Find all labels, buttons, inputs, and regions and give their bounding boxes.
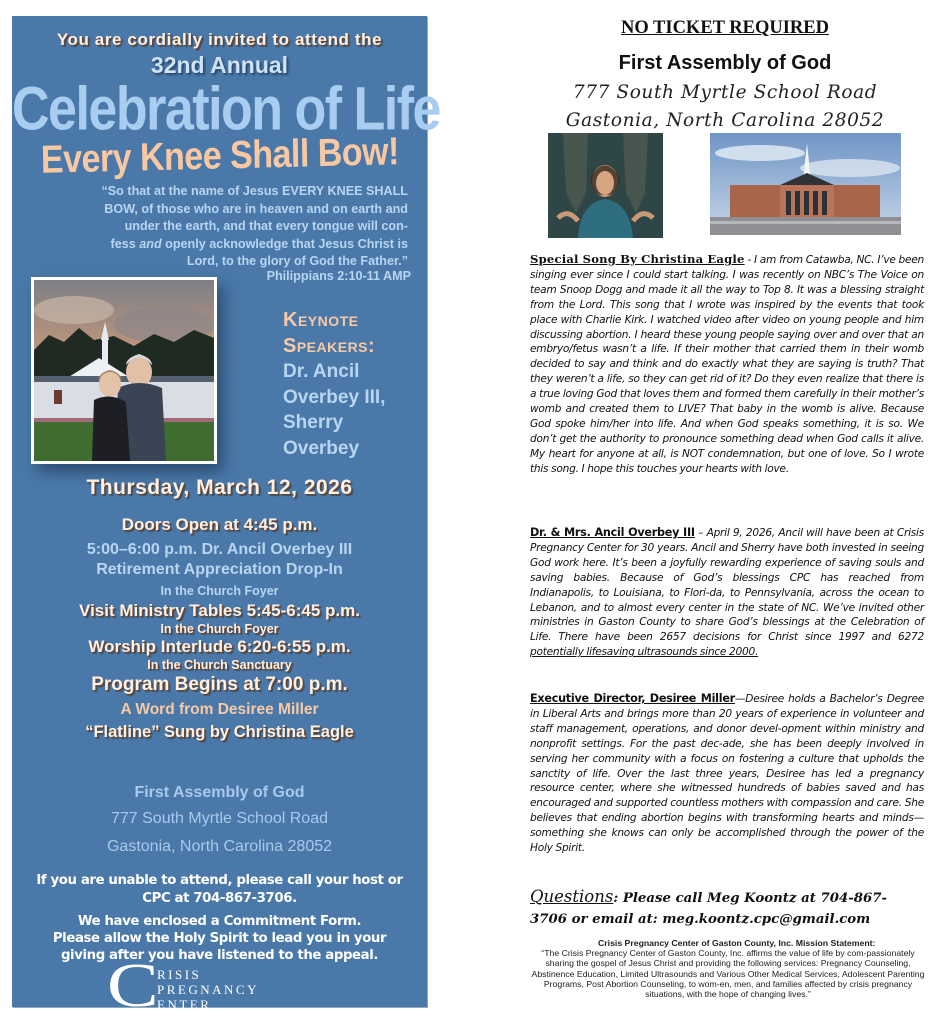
verse-line: under the earth, and that every tongue will con- [124,219,408,233]
mission-title: Crisis Pregnancy Center of Gaston County, Inc. Mission Statement: [598,938,876,948]
verse-text: openly acknowledge that Jesus Christ is [161,236,408,251]
venue-street: 777 South Myrtle School Road [110,810,328,827]
christina-eagle-bio [530,252,924,477]
speaker-name: Overbey [283,437,360,459]
logo-word: PREGNANCY [157,982,259,997]
church-building-image [710,133,901,235]
worship-location: In the Church Sanctuary [147,658,292,672]
worship-interlude: Worship Interlude 6:20-6:55 p.m. [88,637,351,656]
mission-statement [528,938,928,999]
speaker-name: Overbey III, [283,386,386,408]
event-date: Thursday, March 12, 2026 [86,476,353,499]
church-building-photo [710,133,901,235]
church-address-city: Gastonia, North Carolina 28052 [565,110,885,131]
venue-name: First Assembly of God [134,784,305,801]
keynote-heading: Keynote [283,309,359,331]
questions-label: Questions [530,887,614,906]
rsvp-phone: CPC at 704-867-3706. [142,891,297,906]
keynote-speakers [283,308,423,461]
ministry-tables: Visit Ministry Tables 5:45-6:45 p.m. [79,601,360,620]
word-from-director: A Word from Desiree Miller [120,701,319,718]
program-start: Program Begins at 7:00 p.m. [91,674,348,695]
worship-painting-image [548,133,663,238]
giving-note: giving after you have listened to the appeal. [60,948,379,963]
logo-word: RISIS [157,967,202,982]
verse-line: “So that at the name of Jesus EVERY KNEE SHALL [101,184,408,198]
speakers-photo [31,277,217,464]
section-heading: Special Song By Christina Eagle [530,252,745,266]
church-name: First Assembly of God [618,52,832,74]
speaker-name: Sherry [283,412,344,433]
section-heading: Dr. & Mrs. Ancil Overbey III [530,526,695,539]
venue-city: Gastonia, North Carolina 28052 [106,838,333,855]
keynote-heading: Speakers: [283,334,376,357]
verse-emphasis: and [139,236,162,251]
verse-reference: Philippians 2:10-11 AMP [266,269,411,283]
scripture-verse [28,183,408,271]
event-title: Celebration of Life [12,75,440,144]
church-address-street: 777 South Myrtle School Road [572,82,878,103]
tables-location: In the Church Foyer [160,622,279,636]
worship-painting [548,133,663,238]
verse-line [28,236,408,254]
speakers-photo-image [34,280,214,461]
commitment-note: We have enclosed a Commitment Form. [77,914,362,929]
questions-text: : Please call Meg Koontz at 704-867-3706 or email at: meg.koontz.cpc@gmail.com [530,891,888,927]
speaker-name: Dr. Ancil [283,361,360,382]
annual-label: 32nd Annual [150,52,289,78]
invite-line: You are cordially invited to attend the [56,30,383,49]
rsvp-note: If you are unable to attend, please call your host or [36,873,403,888]
section-body: —Desiree holds a Bachelor’s Degree in Liberal Arts and brings more than 20 years of experience in volunteer and staff management, operations, and donor devel-opment within ministry and nonprofit settings. For the past dec-ade, she has been deeply involved in serving her community with a focus on fostering a culture that upholds the sanctity of life. Over the last three years, Desiree has led a pregnancy resource center, where she witnessed hundreds of babies saved and has encouraged and supported countless mothers with compassion and care. She believes that ending abortion begins with transforming hearts and minds—something she knows can only be accomplished through the power of the Holy Spirit. [530,693,924,855]
logo-letter: C [107,952,159,1020]
dropin-location: In the Church Foyer [160,584,279,598]
invitation-panel [12,16,440,1020]
no-ticket-heading: NO TICKET REQUIRED [620,18,829,38]
event-theme: Every Knee Shall Bow! [40,129,400,183]
verse-line: Lord, to the glory of God the Father.” [186,254,408,268]
desiree-miller-bio [530,692,924,856]
logo-subtitle: OF GASTON COUNTY, INC. [215,1011,288,1016]
section-body: - I am from Catawba, NC. I’ve been singing ever since I could start talking. I was recently on NBC’s The Voice on team Snoop Dogg and made it all the way to Top 8. It was a blessing straight from the Lord. This song that I wrote was inspired by the events that took place with Charlie Kirk. I watched video after video on young people and him discussing abortion. I heard these young people saying over and over that an embryo/fetus wasn’t a life. If their mother that carried them in their womb decided to say and think and do exactly what they are saying is truth? That they weren’t a life, so they can get rid of it? Do they even realize that there is a true loving God that loves them and formed them carefully in their mother’s womb and created them to LIVE? That baby in the womb is alive. Because God spoke him/her into life. And when God speaks something, it is so. We don’t get the authority to pronounce something dead when God calls it alive. My heart for anyone at all, is NOT condemnation, but one of love. So I wrote this song. I hope this touches your hearts with love. [530,254,924,475]
section-underlined-text: potentially lifesaving ultrasounds since 2000. [530,646,759,659]
section-body: – April 9, 2026, Ancil will have been at Crisis Pregnancy Center for 30 years. Ancil and Sherry have both invested in seeing God work here. It’s been a joyfully rewarding experience of saving souls and saving babies. Because of God’s blessings CPC has reached from Indianapolis, to Louisiana, to Flori-da, to Pennsylvania, across the ocean to Lebanon, and to almost every center in the state of NC. We’ve invited other ministries in Gaston County to share God’s blessings at the Celebration of Life. There have been 2657 decisions for Christ since 1997 and 6272 [530,527,924,644]
verse-text: fess [110,236,140,251]
overbey-bio [530,526,924,660]
doors-open: Doors Open at 4:45 p.m. [121,515,318,534]
giving-note: Please allow the Holy Spirit to lead you in your [52,931,387,946]
dropin-time: 5:00–6:00 p.m. Dr. Ancil Overbey III [86,541,353,558]
verse-line: BOW, of those who are in heaven and on earth and [104,201,408,216]
logo-word: ENTER [157,997,212,1012]
mission-text: “The Crisis Pregnancy Center of Gaston County, Inc. affirms the value of life by com-passionately sharing the gospel of Jesus Christ and providing the following services: Pregnancy Counseling, Abstinence Education, Limited Ultrasounds and Various Other Medical Services, Adolescent Parenting Programs, Post Abortion Counseling, to wom-en, men, and families affected by crisis pregnancy situations, with the hope of changing lives.” [531,948,925,1000]
questions-contact [530,886,924,930]
special-song: “Flatline” Sung by Christina Eagle [85,723,354,741]
section-heading: Executive Director, Desiree Miller [530,692,735,705]
dropin-title: Retirement Appreciation Drop-In [96,561,343,578]
